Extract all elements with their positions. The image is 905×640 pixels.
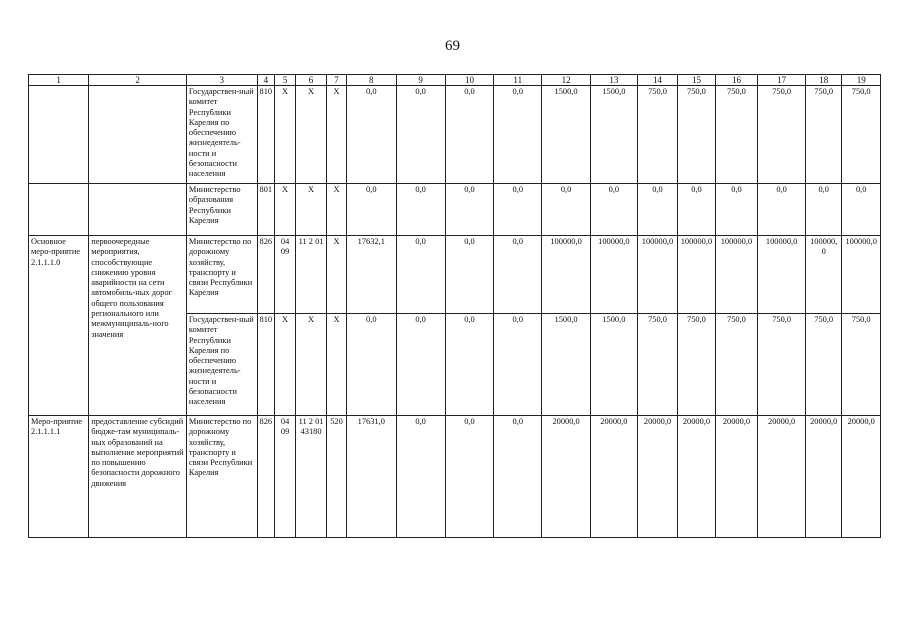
table-cell: 1500,0 <box>542 314 591 416</box>
table-cell: первоочередные мероприятия, способствующие снижению уровня аварийности на сети автомобиль-ных дорог общего пользования регионального или межмуниципаль-ного значения <box>89 236 187 416</box>
table-cell: 826 <box>257 236 275 314</box>
table-cell: 0,0 <box>637 184 678 236</box>
table-cell: 0,0 <box>346 314 396 416</box>
table-cell: 100000,0 <box>715 236 758 314</box>
table-cell: 100000,0 <box>758 236 806 314</box>
table-cell: 750,0 <box>715 314 758 416</box>
table-cell: Министерство по дорожному хозяйству, транспорту и связи Республики Карелия <box>186 236 257 314</box>
table-cell: 0,0 <box>445 86 494 184</box>
table-cell: 0,0 <box>590 184 637 236</box>
col-header: 15 <box>678 75 715 86</box>
page-number: 69 <box>445 38 460 54</box>
col-header: 1 <box>29 75 89 86</box>
table-cell: 750,0 <box>637 314 678 416</box>
table-cell: 0,0 <box>396 416 445 538</box>
table-cell: Х <box>295 184 326 236</box>
table-cell: 20000,0 <box>806 416 842 538</box>
table-cell: 0,0 <box>494 86 542 184</box>
table-cell: 100000,0 <box>842 236 881 314</box>
table-cell: 100000,0 <box>806 236 842 314</box>
col-header: 11 <box>494 75 542 86</box>
table-row <box>29 184 881 236</box>
table-cell: 750,0 <box>758 86 806 184</box>
table-cell: 0,0 <box>445 236 494 314</box>
table-cell: 100000,0 <box>542 236 591 314</box>
table-cell: 750,0 <box>715 86 758 184</box>
table-cell: 100000,0 <box>637 236 678 314</box>
budget-table <box>28 74 881 538</box>
col-header: 18 <box>806 75 842 86</box>
table-cell: Х <box>295 86 326 184</box>
table-cell: 520 <box>327 416 347 538</box>
table-cell: предоставление субсидий бюдже-там муниципаль-ных образований на выполнение мероприятий по повышению безопасности дорожного движения <box>89 416 187 538</box>
table-cell: 826 <box>257 416 275 538</box>
table-header-row <box>29 75 881 86</box>
table-cell: Х <box>327 236 347 314</box>
col-header: 10 <box>445 75 494 86</box>
table-cell: 750,0 <box>806 86 842 184</box>
table-cell: 0,0 <box>396 236 445 314</box>
table-cell: 750,0 <box>806 314 842 416</box>
table-cell: 04 09 <box>275 416 296 538</box>
table-cell: 100000,0 <box>678 236 715 314</box>
table-cell: 20000,0 <box>678 416 715 538</box>
table-cell: 1500,0 <box>590 314 637 416</box>
col-header: 5 <box>275 75 296 86</box>
table-row <box>29 236 881 314</box>
table-cell: Х <box>295 314 326 416</box>
table-cell: Государствен-ный комитет Республики Карелия по обеспечению жизнедеятель-ности и безопасности населения <box>186 86 257 184</box>
table-cell: 750,0 <box>678 86 715 184</box>
table-cell: 100000,0 <box>590 236 637 314</box>
table-cell: 0,0 <box>715 184 758 236</box>
col-header: 2 <box>89 75 187 86</box>
table-cell: 750,0 <box>678 314 715 416</box>
table-cell: 810 <box>257 314 275 416</box>
table-cell: Х <box>327 184 347 236</box>
table-cell <box>29 184 89 236</box>
table-cell: 0,0 <box>806 184 842 236</box>
table-cell: 0,0 <box>396 314 445 416</box>
table-cell: 20000,0 <box>637 416 678 538</box>
table-cell: 0,0 <box>842 184 881 236</box>
table-cell: 20000,0 <box>842 416 881 538</box>
table-cell: 0,0 <box>494 416 542 538</box>
table-cell: 750,0 <box>842 314 881 416</box>
table-cell: 0,0 <box>396 86 445 184</box>
table-cell <box>89 184 187 236</box>
table-cell: 11 2 01 <box>295 236 326 314</box>
table-cell: 750,0 <box>842 86 881 184</box>
col-header: 13 <box>590 75 637 86</box>
table-cell: Меро-приятие 2.1.1.1.1 <box>29 416 89 538</box>
table-cell: 810 <box>257 86 275 184</box>
table-cell: 0,0 <box>494 314 542 416</box>
col-header: 7 <box>327 75 347 86</box>
table-cell: 17631,0 <box>346 416 396 538</box>
table-cell: 750,0 <box>637 86 678 184</box>
table-cell: 04 09 <box>275 236 296 314</box>
table-cell: 20000,0 <box>542 416 591 538</box>
table-cell: Министерство образования Республики Карелия <box>186 184 257 236</box>
table-cell: Основное меро-приятие 2.1.1.1.0 <box>29 236 89 416</box>
col-header: 16 <box>715 75 758 86</box>
col-header: 9 <box>396 75 445 86</box>
table-cell: Х <box>327 314 347 416</box>
table-cell: 11 2 01 43180 <box>295 416 326 538</box>
table-cell: 0,0 <box>396 184 445 236</box>
col-header: 17 <box>758 75 806 86</box>
table-cell: 750,0 <box>758 314 806 416</box>
table-cell: 0,0 <box>542 184 591 236</box>
table-cell: 0,0 <box>758 184 806 236</box>
table-cell: 0,0 <box>445 416 494 538</box>
table-cell: Министерство по дорожному хозяйству, транспорту и связи Республики Карелия <box>186 416 257 538</box>
table-row <box>29 416 881 538</box>
table-cell: 0,0 <box>494 236 542 314</box>
table-cell: 0,0 <box>494 184 542 236</box>
table-cell: 0,0 <box>346 86 396 184</box>
table-row <box>29 86 881 184</box>
table-cell: 0,0 <box>445 184 494 236</box>
col-header: 12 <box>542 75 591 86</box>
table-cell: Х <box>275 86 296 184</box>
table-cell: Государствен-ный комитет Республики Карелия по обеспечению жизнедеятель-ности и безопасности населения <box>186 314 257 416</box>
col-header: 4 <box>257 75 275 86</box>
table-cell: 0,0 <box>678 184 715 236</box>
col-header: 14 <box>637 75 678 86</box>
table-cell: Х <box>275 184 296 236</box>
table-cell: 1500,0 <box>542 86 591 184</box>
table-cell: 20000,0 <box>715 416 758 538</box>
table-cell: Х <box>327 86 347 184</box>
col-header: 6 <box>295 75 326 86</box>
table-cell <box>29 86 89 184</box>
table-cell: 20000,0 <box>590 416 637 538</box>
table-cell: 801 <box>257 184 275 236</box>
table-cell: 0,0 <box>346 184 396 236</box>
table-cell: 17632,1 <box>346 236 396 314</box>
table-cell: 0,0 <box>445 314 494 416</box>
table-cell: Х <box>275 314 296 416</box>
col-header: 19 <box>842 75 881 86</box>
col-header: 8 <box>346 75 396 86</box>
table-cell <box>89 86 187 184</box>
col-header: 3 <box>186 75 257 86</box>
table-cell: 1500,0 <box>590 86 637 184</box>
table-cell: 20000,0 <box>758 416 806 538</box>
